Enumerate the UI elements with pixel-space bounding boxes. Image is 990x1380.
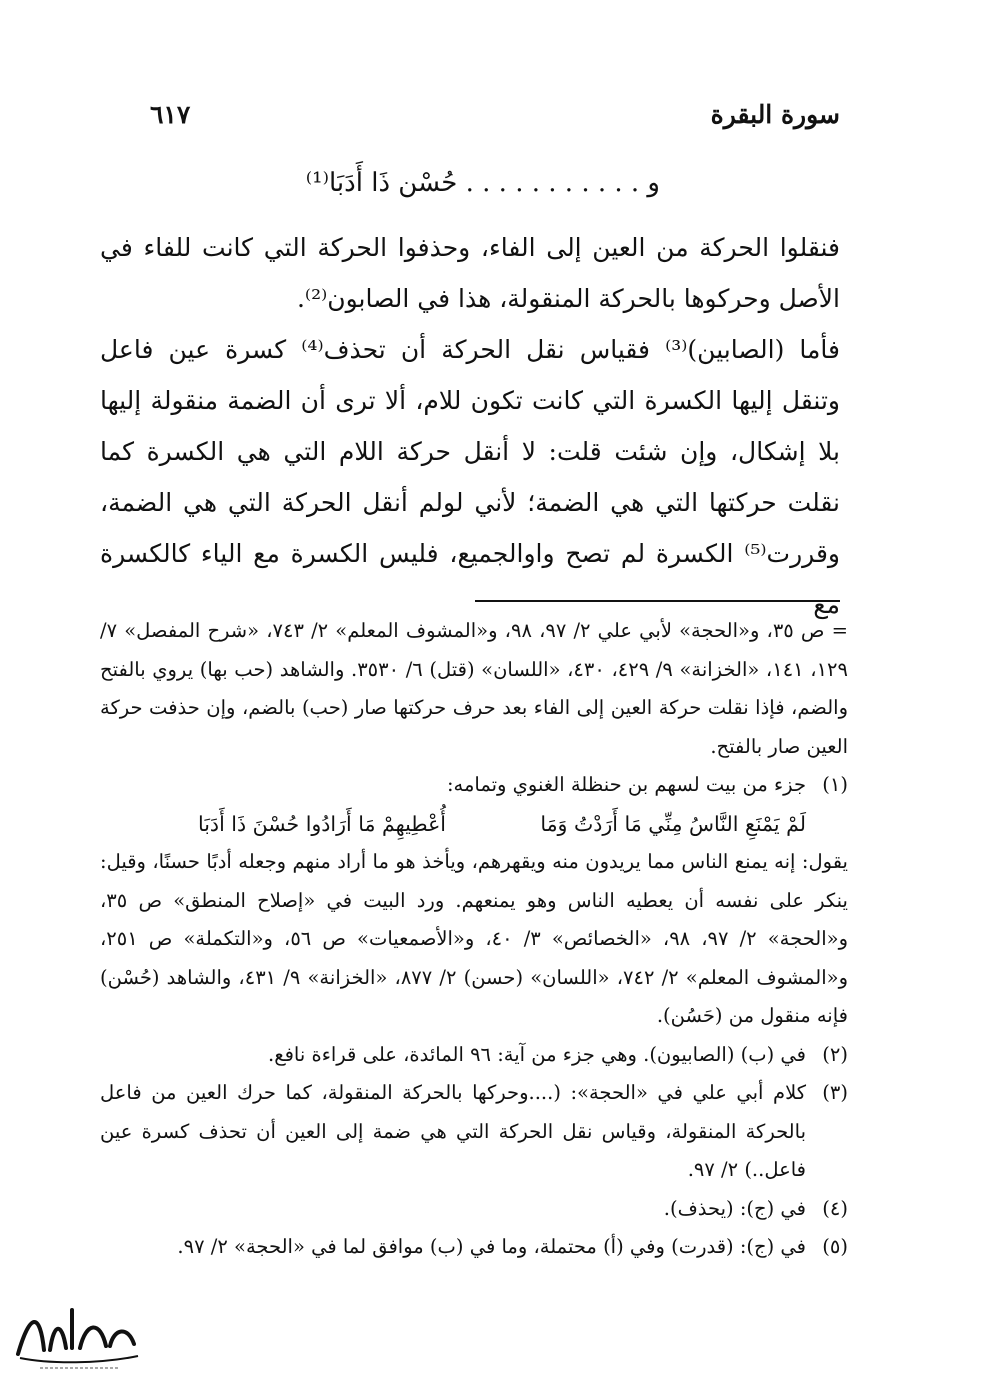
page-number: ٦١٧ bbox=[150, 100, 191, 129]
surah-title: سورة البقرة bbox=[710, 100, 840, 129]
footnote-2 bbox=[100, 1036, 848, 1075]
footnote-number: (١) bbox=[822, 773, 848, 796]
publisher-stamp-logo bbox=[10, 1292, 145, 1372]
footnote-continuation: = ص ٣٥، و«الحجة» لأبي علي ٢/ ٩٧، ٩٨، و«المشوف المعلم» ٢/ ٧٤٣، «شرح المفصل» ٧/ ١٢٩، ١٤١، «الخزانة» ٩/ ٤٢٩، ٤٣٠، «اللسان» (قتل) ٦/ ٣٥٣٠. والشاهد (حب بها) يروي بالفتح والضم، فإذا نقلت حركة العين إلى الفاء بعد حرف حركتها صار (حب) بالضم، وإن حذفت حركة العين صار بالفتح. bbox=[100, 619, 848, 758]
footnote-1 bbox=[100, 766, 848, 843]
footnote-number: (٤) bbox=[822, 1196, 848, 1220]
footnote-text: في (ج): (يحذف). bbox=[663, 1196, 806, 1220]
body-paragraph: فأما (الصابين)⁽³⁾ فقياس نقل الحركة أن تحذف⁽⁴⁾ كسرة عين فاعل وتنقل إليها الكسرة التي كانت تكون للام، ألا ترى أن الضمة منقولة إليها بلا إشكال، وإن شئت قلت: لا أنقل حركة اللام التي هي الكسرة كما نقلت حركتها التي هي الضمة؛ لأني لولم أنقل الحركة التي هي الضمة، وقررت⁽⁵⁾ الكسرة لم تصح واوالجميع، فليس الكسرة مع الياء كالكسرة مع bbox=[100, 335, 840, 619]
poem-verse bbox=[100, 805, 806, 844]
footnote-number: (٢) bbox=[822, 1042, 848, 1066]
footnote-4 bbox=[100, 1190, 848, 1229]
footnote-text: يقول: إنه يمنع الناس مما يريدون منه ويقهرهم، ويأخذ هو ما أراد منهم وجعله أدبًا حسنًا، وقيل: ينكر على نفسه أن يعطيه الناس وهو يمنعهم. ورد البيت في «إصلاح المنطق» ص ٣٥، و«الحجة» ٢/ ٩٧، ٩٨، «الخصائص» ٣/ ٤٠، و«الأصمعيات» ص ٥٦، و«التكملة» ص ٢٥١، و«المشوف المعلم» ٢/ ٧٤٢، «اللسان» (حسن) ٢/ ٨٧٧، «الخزانة» ٩/ ٤٣١، والشاهد (حُسْن) فإنه منقول من (حَسُن). bbox=[100, 850, 848, 1027]
body-paragraph: فنقلوا الحركة من العين إلى الفاء، وحذفوا الحركة التي كانت للفاء في الأصل وحركوها بالحركة المنقولة، هذا في الصابون⁽²⁾. bbox=[100, 233, 840, 313]
verse-fragment: و . . . . . . . . . . . حُسْن ذَا أَدَبَا⁽¹⁾ bbox=[305, 168, 660, 198]
poem-hemistich-second: أُعْطِيهِمْ مَا أَرَادُوا حُسْنَ ذَا أَدَبَا bbox=[197, 811, 446, 836]
footnote-number: (٥) bbox=[822, 1235, 848, 1258]
footnote-text: في (ب) (الصابيون). وهي جزء من آية: ٩٦ المائدة، على قراءة نافع. bbox=[268, 1042, 806, 1066]
footnote-3 bbox=[100, 1074, 848, 1190]
footnote-text: كلام أبي علي في «الحجة»: (....وحركها بالحركة المنقولة، كما حرك العين من فاعل بالحركة المنقولة، وقياس نقل الحركة التي هي ضمة إلى العين أن تحذف كسرة عين فاعل..) ٢/ ٩٧. bbox=[100, 1081, 806, 1181]
page-header bbox=[150, 100, 840, 136]
footnotes bbox=[100, 612, 848, 1267]
poem-hemistich-first: لَمْ يَمْنَعِ النَّاسُ مِنِّي مَا أَرَدْتُ وَمَا bbox=[540, 811, 806, 836]
main-text bbox=[100, 222, 840, 630]
footnote-text: في (ج): (قدرت) وفي (أ) محتملة، وما في (ب) موافق لما في «الحجة» ٢/ ٩٧. bbox=[177, 1235, 806, 1258]
footnote-5 bbox=[100, 1228, 848, 1267]
footnote-number: (٣) bbox=[822, 1081, 848, 1104]
footnote-intro: جزء من بيت لسهم بن حنظلة الغنوي وتمامه: bbox=[446, 773, 806, 796]
footnote-divider bbox=[475, 600, 840, 602]
